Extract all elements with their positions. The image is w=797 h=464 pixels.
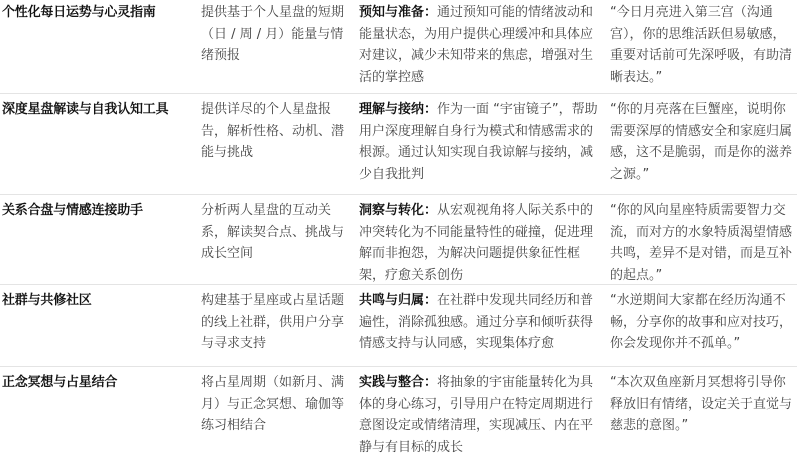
principle-text: 通过预知可能的情绪波动和能量状态，为用户提供心理缓冲和具体应对建议，减少未知带来的焦虑，增强对生活的掌控感 — [359, 5, 594, 85]
principle-text: 在社群中发现共同经历和普遍性，消除孤独感。通过分享和倾听获得情感支持与认同感，实现集体疗愈 — [359, 293, 594, 351]
table-row — [0, 194, 797, 283]
principle-keyword: 共鸣与归属 — [359, 293, 425, 308]
table-row — [0, 284, 797, 351]
principle-keyword: 预知与准备 — [359, 5, 425, 20]
table-row — [0, 93, 797, 182]
principle-keyword: 实践与整合 — [359, 375, 425, 390]
feature-example: “你的风向星座特质需要智力交流，而对方的水象特质渴望情感共鸣，差异不是对错，而是互补的起点。” — [610, 203, 793, 283]
feature-example: “今日月亮进入第三宫（沟通宫），你的思维活跃但易敏感，重要对话前可先深呼吸，有助清晰表达。” — [610, 5, 793, 85]
feature-name: 社群与共修社区 — [2, 293, 92, 308]
principle-text: 从宏观视角将人际关系中的冲突转化为不同能量特性的碰撞，促进理解而非抱怨，为解决问题提供象征性框架，疗愈关系创伤 — [359, 203, 594, 283]
feature-example: “你的月亮落在巨蟹座，说明你需要深厚的情感安全和家庭归属感，这不是脆弱，而是你的滋养之源。” — [610, 102, 793, 182]
principle-separator: ： — [424, 375, 438, 390]
principle-separator: ： — [424, 203, 438, 218]
feature-name: 深度星盘解读与自我认知工具 — [2, 102, 169, 117]
principle-keyword: 理解与接纳 — [359, 102, 425, 117]
feature-name: 关系合盘与情感连接助手 — [2, 203, 143, 218]
feature-principle — [359, 99, 604, 185]
principle-text: 将抽象的宇宙能量转化为具体的身心练习，引导用户在特定周期进行意图设定或情绪清理，实现减压、内在平静与有目标的成长 — [359, 375, 594, 455]
feature-name: 个性化每日运势与心灵指南 — [2, 5, 156, 20]
principle-keyword: 洞察与转化 — [359, 203, 425, 218]
feature-description: 构建基于星座或占星话题的线上社群，供用户分享与寻求支持 — [201, 293, 345, 351]
feature-name: 正念冥想与占星结合 — [2, 375, 118, 390]
feature-description: 将占星周期（如新月、满月）与正念冥想、瑜伽等练习相结合 — [201, 375, 345, 433]
feature-description: 分析两人星盘的互动关系，解读契合点、挑战与成长空间 — [201, 203, 345, 261]
table-row — [0, 366, 797, 455]
principle-separator: ： — [424, 102, 438, 117]
feature-principle — [359, 290, 604, 355]
feature-description: 提供基于个人星盘的短期（日 / 周 / 月）能量与情绪预报 — [201, 5, 345, 63]
feature-example: “水逆期间大家都在经历沟通不畅，分享你的故事和应对技巧，你会发现你并不孤单。” — [610, 293, 793, 351]
feature-principle — [359, 200, 604, 286]
principle-separator: ： — [424, 5, 438, 20]
feature-description: 提供详尽的个人星盘报告，解析性格、动机、潜能与挑战 — [201, 102, 345, 160]
feature-principle — [359, 2, 604, 88]
feature-example: “本次双鱼座新月冥想将引导你释放旧有情绪，设定关于直觉与慈悲的意图。” — [610, 375, 793, 433]
principle-separator: ： — [424, 293, 438, 308]
principle-text: 作为一面 “宇宙镜子”，帮助用户深度理解自身行为模式和情感需求的根源。通过认知实现自我谅解与接纳，减少自我批判 — [359, 102, 598, 182]
feature-principle — [359, 372, 604, 458]
